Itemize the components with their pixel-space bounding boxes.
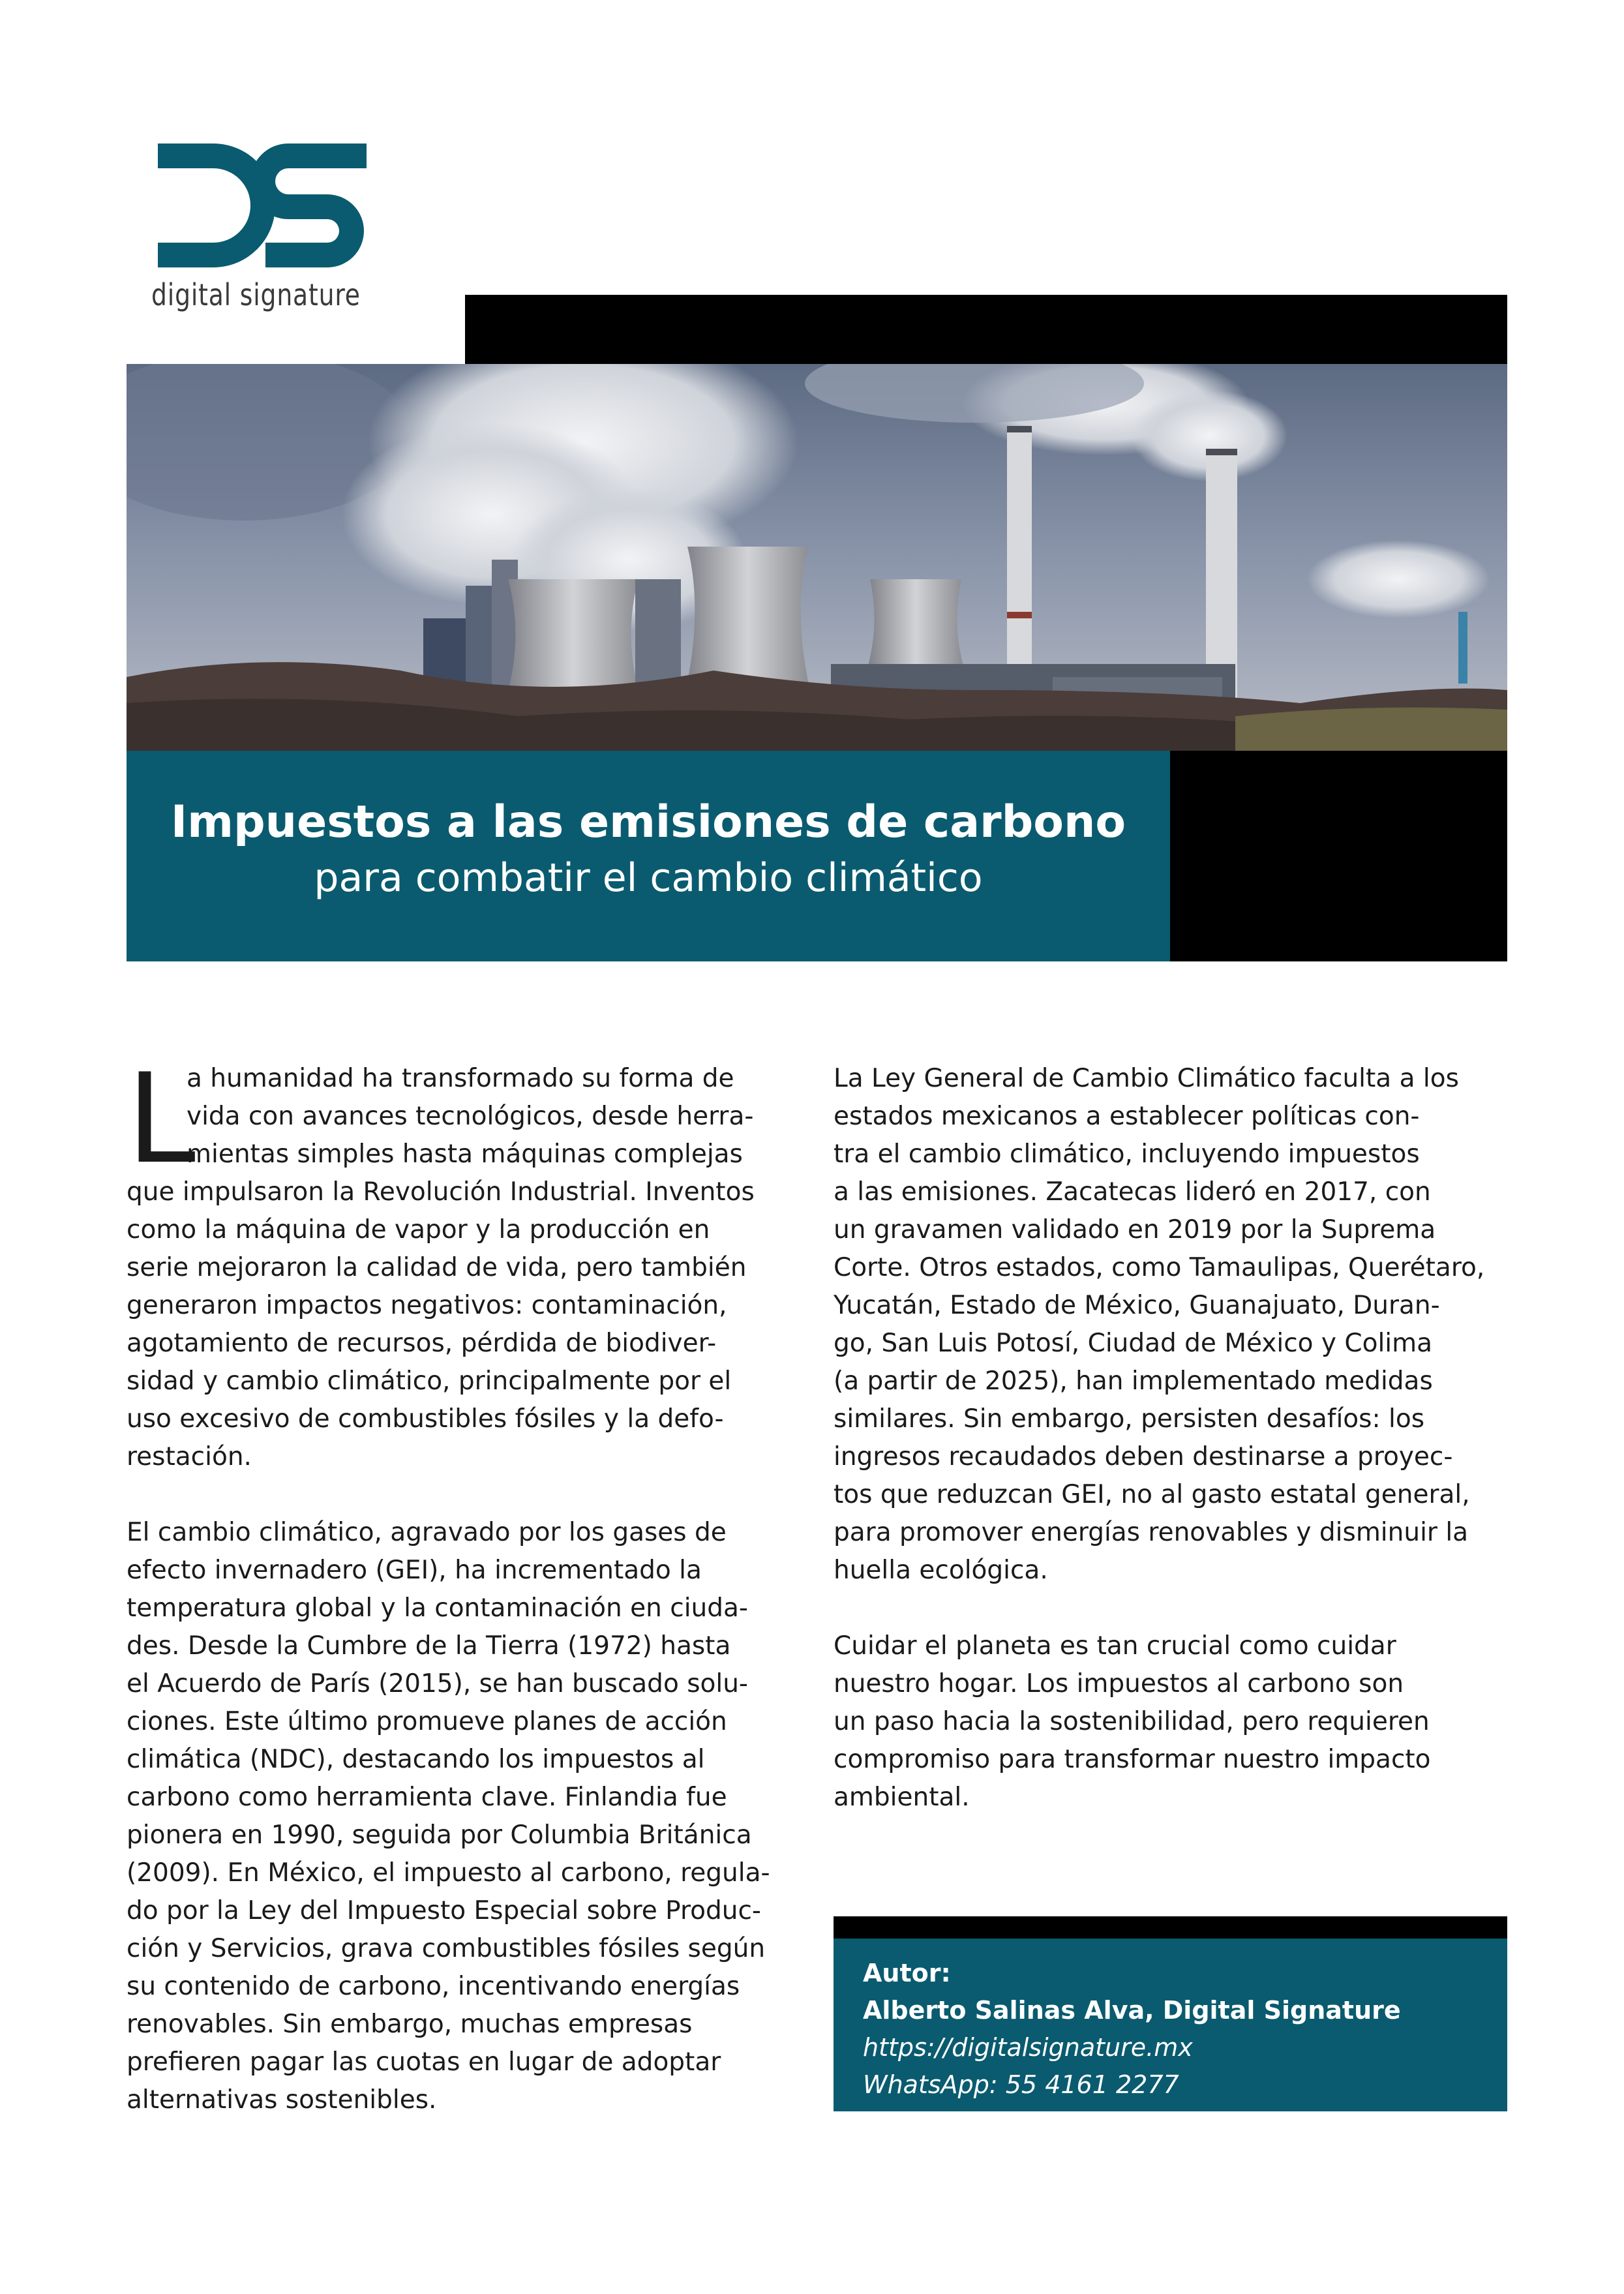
text-line: mientas simples hasta máquinas complejas — [187, 1139, 743, 1169]
text-line: un gravamen validado en 2019 por la Suprema — [834, 1215, 1436, 1245]
text-line: go, San Luis Potosí, Ciudad de México y Colima — [834, 1329, 1433, 1358]
text-line: renovables. Sin embargo, muchas empresas — [127, 2010, 693, 2039]
text-line: climática (NDC), destacando los impuestos al — [127, 1745, 705, 1774]
text-line: ambiental. — [834, 1783, 970, 1812]
text-line: su contenido de carbono, incentivando energías — [127, 1972, 740, 2001]
text-line: como la máquina de vapor y la producción en — [127, 1215, 710, 1245]
author-box — [834, 1939, 1507, 2111]
text-line: prefieren pagar las cuotas en lugar de adoptar — [127, 2047, 721, 2077]
text-line: sidad y cambio climático, principalmente por el — [127, 1366, 732, 1396]
page-subtitle: para combatir el cambio climático — [314, 855, 983, 901]
author-whatsapp: WhatsApp: 55 4161 2277 — [863, 2070, 1179, 2099]
text-line: do por la Ley del Impuesto Especial sobre Produc- — [127, 1896, 762, 1925]
text-line: ción y Servicios, grava combustibles fósiles según — [127, 1934, 766, 1963]
page-title: Impuestos a las emisiones de carbono — [170, 796, 1126, 848]
text-line: serie mejoraron la calidad de vida, pero también — [127, 1253, 747, 1282]
text-line: temperatura global y la contaminación en ciuda- — [127, 1593, 748, 1623]
text-line: tos que reduzcan GEI, no al gasto estatal general, — [834, 1480, 1470, 1509]
text-line: Cuidar el planeta es tan crucial como cuidar — [834, 1631, 1396, 1661]
text-line: tra el cambio climático, incluyendo impuestos — [834, 1139, 1420, 1169]
author-url-link[interactable]: https://digitalsignature.mx — [863, 2033, 1193, 2062]
dropcap: L — [127, 1047, 196, 1191]
text-line: Corte. Otros estados, como Tamaulipas, Querétaro, — [834, 1253, 1485, 1282]
text-line: alternativas sostenibles. — [127, 2085, 437, 2115]
text-line: a humanidad ha transformado su forma de — [187, 1064, 734, 1093]
text-line: a las emisiones. Zacatecas lideró en 2017, con — [834, 1177, 1431, 1207]
text-line: que impulsaron la Revolución Industrial. Inventos — [127, 1177, 755, 1207]
text-line: uso excesivo de combustibles fósiles y la defo- — [127, 1404, 724, 1434]
text-line: compromiso para transformar nuestro impacto — [834, 1745, 1431, 1774]
text-line: La Ley General de Cambio Climático faculta a los — [834, 1064, 1459, 1093]
text-line: restación. — [127, 1442, 252, 1471]
ds-logo-icon — [151, 137, 373, 274]
text-line: similares. Sin embargo, persisten desafíos: los — [834, 1404, 1425, 1434]
text-line: efecto invernadero (GEI), ha incrementado la — [127, 1556, 702, 1585]
title-black-block — [1170, 751, 1507, 961]
logo-text: digital signature — [151, 277, 361, 312]
text-line: ingresos recaudados deben destinarse a proyec- — [834, 1442, 1453, 1471]
author-name: Alberto Salinas Alva, Digital Signature — [863, 1996, 1401, 2025]
text-line: estados mexicanos a establecer políticas con- — [834, 1102, 1420, 1131]
text-line: vida con avances tecnológicos, desde herra- — [187, 1102, 754, 1131]
text-line: ciones. Este último promueve planes de acción — [127, 1707, 727, 1736]
right-column — [834, 1060, 1512, 1817]
text-line: el Acuerdo de París (2015), se han buscado solu- — [127, 1669, 749, 1698]
text-line: carbono como herramienta clave. Finlandia fue — [127, 1783, 727, 1812]
top-black-bar — [465, 295, 1507, 364]
author-black-bar — [834, 1916, 1507, 1939]
text-line: Yucatán, Estado de México, Guanajuato, Duran- — [834, 1291, 1440, 1320]
text-line: El cambio climático, agravado por los gases de — [127, 1518, 727, 1547]
text-line: pionera en 1990, seguida por Columbia Británica — [127, 1820, 752, 1850]
hero-image — [127, 364, 1507, 751]
text-line: des. Desde la Cumbre de la Tierra (1972) hasta — [127, 1631, 731, 1661]
text-line: (a partir de 2025), han implementado medidas — [834, 1366, 1433, 1396]
power-plant-photo-icon — [127, 364, 1507, 751]
logo — [151, 137, 373, 313]
text-line: (2009). En México, el impuesto al carbono, regula- — [127, 1858, 770, 1888]
author-label: Autor: — [863, 1959, 951, 1987]
title-band — [127, 751, 1170, 961]
left-column — [127, 1047, 785, 2119]
text-line: nuestro hogar. Los impuestos al carbono son — [834, 1669, 1404, 1698]
text-line: huella ecológica. — [834, 1556, 1048, 1585]
text-line: un paso hacia la sostenibilidad, pero requieren — [834, 1707, 1430, 1736]
text-line: generaron impactos negativos: contaminación, — [127, 1291, 727, 1320]
text-line: agotamiento de recursos, pérdida de biodiver- — [127, 1329, 717, 1358]
text-line: para promover energías renovables y disminuir la — [834, 1518, 1469, 1547]
